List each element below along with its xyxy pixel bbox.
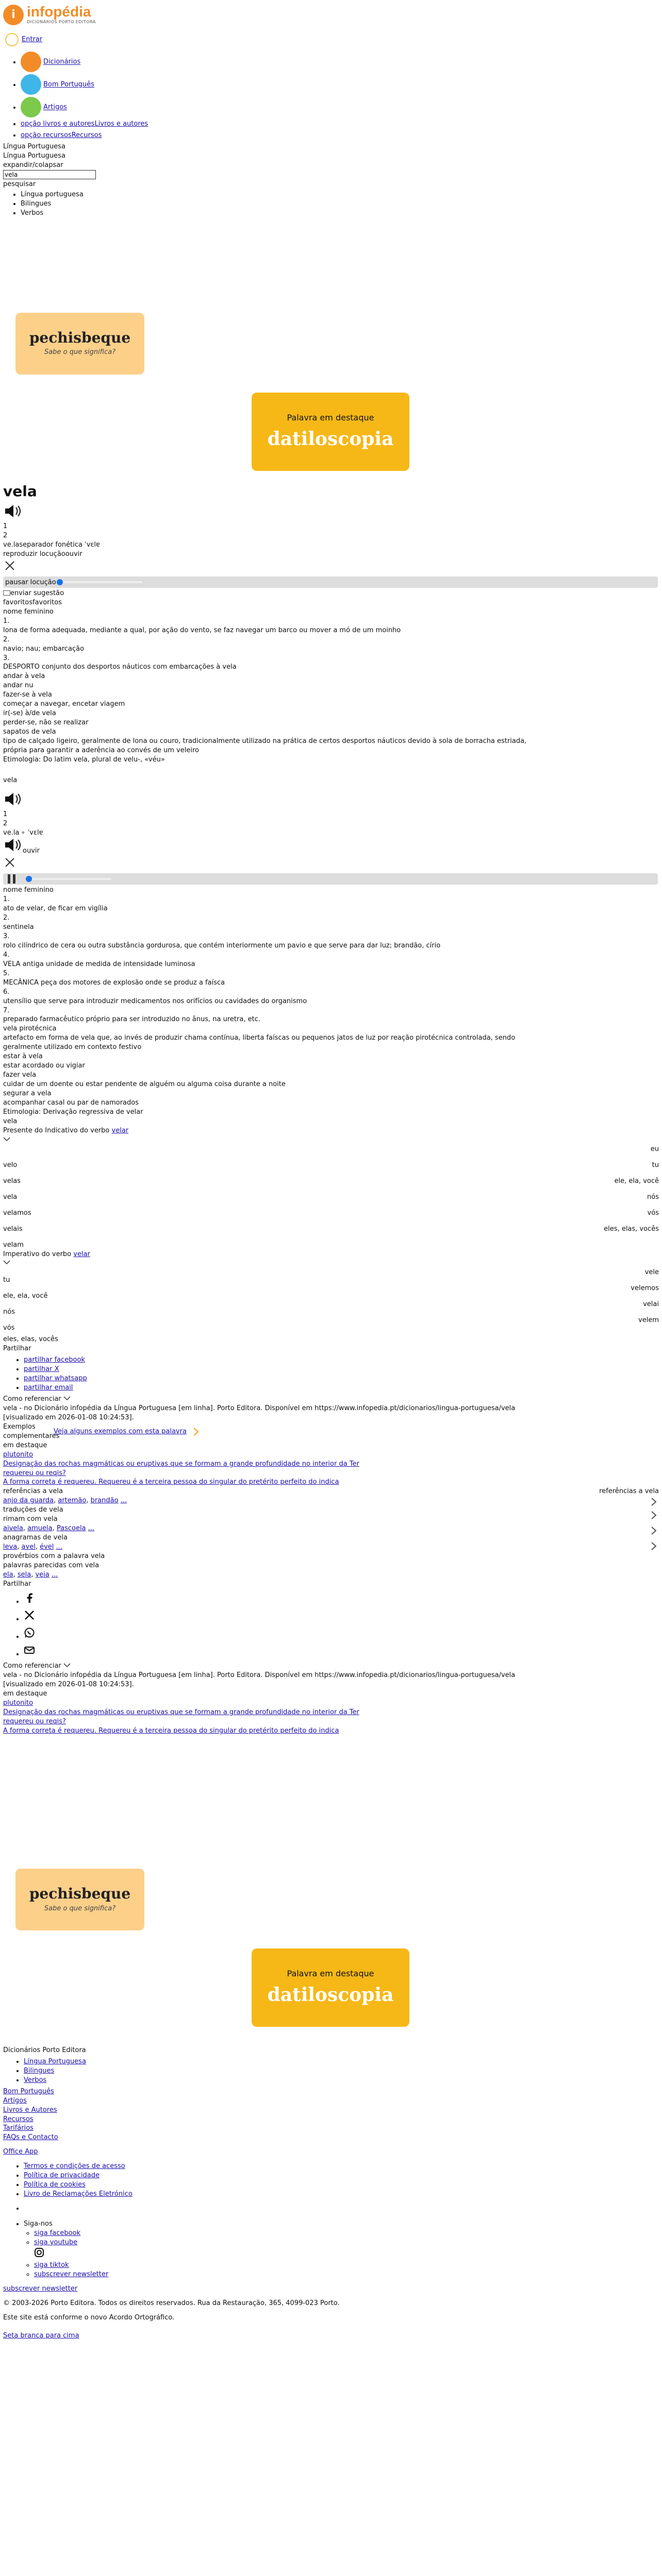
option-verbos[interactable]: • Verbos xyxy=(21,209,662,218)
rhymes-label: rimam com vela xyxy=(3,1515,58,1523)
featured-word-link[interactable]: plutonito xyxy=(3,1699,34,1707)
nav-item-artigos[interactable] xyxy=(21,97,662,117)
share-email-link[interactable]: partilhar email xyxy=(24,1384,73,1392)
nav-item-dicionarios[interactable] xyxy=(21,52,662,72)
instagram-icon[interactable] xyxy=(34,2247,44,2258)
play-line[interactable] xyxy=(3,550,659,559)
nav-link-label: Recursos xyxy=(71,131,102,139)
dictionary-selector xyxy=(0,142,662,189)
phrase: vela pirotécnica xyxy=(3,1025,57,1033)
back-to-top-link[interactable]: Seta branca para cima xyxy=(3,2332,79,2340)
nav-link[interactable]: Artigos xyxy=(43,103,67,111)
pechisbeque-subtitle: Sabe o que significa? xyxy=(44,1904,116,1912)
user-icon xyxy=(5,33,19,46)
definition: ato de velar, de ficar em vigília xyxy=(3,905,108,913)
phrase-meaning: perder-se, não se realizar xyxy=(3,719,89,727)
featured-kicker: Palavra em destaque xyxy=(287,1968,374,1978)
phrase-meaning: acompanhar casal ou par de namorados xyxy=(3,1098,139,1107)
phrase-meaning: começar a navegar, encetar viagem xyxy=(3,700,125,708)
definition: DESPORTO conjunto dos desportos náuticos com embarcações à vela xyxy=(3,663,237,671)
login-area[interactable] xyxy=(0,30,662,49)
share-list xyxy=(3,1355,659,1393)
rhyme-more[interactable]: ... xyxy=(88,1524,95,1533)
table-row xyxy=(3,1145,659,1161)
citation-date: [visualizado em 2026-01-08 10:24:53]. xyxy=(3,1413,134,1421)
imperative-table xyxy=(3,1268,659,1344)
footer-link[interactable]: Bilingues xyxy=(24,2066,55,2075)
footer xyxy=(0,2046,662,2341)
play-label[interactable]: ouvir xyxy=(65,550,82,558)
footer-social-list xyxy=(3,2204,659,2279)
legal-link[interactable]: Política de privacidade xyxy=(24,2172,100,2180)
audio-player[interactable] xyxy=(3,577,658,588)
pronoun: vós xyxy=(3,1324,15,1332)
infopedia-logo-icon: i xyxy=(3,5,24,25)
verb-link[interactable]: velar xyxy=(111,1126,129,1134)
progress-handle[interactable] xyxy=(57,579,63,585)
x-icon[interactable] xyxy=(24,1609,35,1621)
phonetic-line xyxy=(3,540,659,550)
table-row xyxy=(3,1193,659,1209)
bom-portugues-icon xyxy=(21,74,41,95)
pause-icon[interactable]: pausar locução xyxy=(5,578,56,586)
featured-kicker: Palavra em destaque xyxy=(287,412,374,422)
definition: preparado farmacêutico próprio para ser introduzido no ânus, na uretra, etc. xyxy=(3,1015,260,1024)
phrase: fazer-se à vela xyxy=(3,691,52,699)
broken-image-alt: opção recursos xyxy=(21,131,72,139)
legal-link[interactable]: Livro de Reclamações Eletrónico xyxy=(24,2190,133,2198)
expand-collapse-toggle[interactable]: expandir/colapsar xyxy=(3,161,63,169)
phrase: estar à vela xyxy=(3,1053,43,1061)
sense-number[interactable]: 1 xyxy=(3,810,8,818)
footer-link[interactable]: Recursos xyxy=(3,2115,34,2123)
references-label: referências a vela xyxy=(3,1487,63,1496)
broken-image-alt: opção livros e autores xyxy=(21,120,95,128)
phonetic: ˈvɛlɐ xyxy=(27,828,43,837)
cite-label[interactable]: Como referenciar xyxy=(3,1395,61,1403)
table-row xyxy=(3,1316,659,1332)
share-x-link[interactable]: partilhar X xyxy=(24,1365,59,1374)
favorites-line[interactable] xyxy=(3,598,659,607)
suggest-link[interactable]: enviar sugestão xyxy=(10,589,64,597)
pause-icon[interactable] xyxy=(5,873,19,885)
verb-link[interactable]: velar xyxy=(73,1250,90,1258)
play-line[interactable] xyxy=(3,837,659,856)
articles-icon xyxy=(21,97,41,117)
def-number: 3. xyxy=(3,654,10,662)
examples-link[interactable]: Veja alguns exemplos com esta palavra xyxy=(54,1427,187,1435)
footer-link[interactable]: Verbos xyxy=(24,2076,47,2084)
chevron-down-icon[interactable] xyxy=(63,1663,71,1668)
footer-legal-list xyxy=(3,2162,659,2199)
def-number: 2. xyxy=(3,914,10,922)
featured-word-card[interactable] xyxy=(252,393,409,471)
featured-word: datiloscopia xyxy=(267,1984,394,2006)
featured-link[interactable]: A forma correta é requereu. Requereu é a terceira pessoa do singular do pretérito perfeito do indica xyxy=(3,1478,339,1486)
email-icon[interactable] xyxy=(24,1645,35,1656)
references-links: anjo da guarda, artemão, brandão ... xyxy=(3,1497,127,1505)
definition: lona de forma adequada, mediante a qual, por ação do vento, se faz navegar um barco ou mover a mó de um moinho xyxy=(3,626,401,634)
pronoun: vós xyxy=(647,1209,659,1217)
chevron-down-icon[interactable] xyxy=(3,1260,10,1265)
share-section xyxy=(0,1344,662,1736)
imperative-header xyxy=(3,1250,659,1259)
definition: VELA antiga unidade de medida de intensidade luminosa xyxy=(3,960,195,968)
option-bilingues[interactable]: • Bilingues xyxy=(21,199,662,209)
featured-link[interactable]: requereu ou reqis? xyxy=(3,1469,66,1477)
references-image xyxy=(599,1487,659,1496)
anagram-link[interactable]: leva xyxy=(3,1543,18,1551)
reference-link[interactable]: artemão xyxy=(58,1497,87,1505)
table-row xyxy=(3,1209,659,1225)
phrase-meaning: própria para garantir a aderência ao convés de um veleiro xyxy=(3,746,199,754)
pechisbeque-card[interactable] xyxy=(15,313,144,375)
pechisbeque-subtitle: Sabe o que significa? xyxy=(44,348,116,357)
footer-link[interactable]: Tarifários xyxy=(3,2124,34,2132)
nav-item-recursos[interactable] xyxy=(21,131,662,140)
def-number: 2. xyxy=(3,635,10,643)
footer-dict-label: Dicionários Porto Editora xyxy=(3,2046,86,2054)
citation-text: vela - no Dicionário infopédia da Língua Portuguesa [em linha]. Porto Editora. Disponível em https://www.infopedia.pt/dicionarios/lingua-portuguesa/vela xyxy=(3,1671,516,1680)
share-icon-list xyxy=(3,1592,659,1659)
option-lingua-portuguesa[interactable]: • Língua portuguesa xyxy=(21,190,662,199)
def-number: 5. xyxy=(3,969,10,977)
similar-link[interactable]: sela xyxy=(17,1570,31,1579)
reference-link[interactable]: anjo da guarda xyxy=(3,1497,54,1505)
table-row xyxy=(3,1268,659,1284)
rhyme-link[interactable]: Pascoela xyxy=(56,1524,86,1533)
share-label: Partilhar xyxy=(3,1580,31,1588)
chevron-right-icon[interactable] xyxy=(649,1525,659,1536)
play-icon[interactable]: reproduzir locução xyxy=(3,550,65,558)
verb-form: velam xyxy=(3,1241,24,1249)
legal-link[interactable]: Termos e condições de acesso xyxy=(24,2162,125,2171)
conj-label: Presente do Indicativo do verbo xyxy=(3,1126,110,1134)
sense-number[interactable]: 2 xyxy=(3,532,8,540)
chevron-down-icon[interactable] xyxy=(63,1396,71,1401)
brand-subtitle: DICIONÁRIOS PORTO EDITORA xyxy=(27,20,96,25)
featured-link[interactable]: Designação das rochas magmáticas ou eruptivas que se formam a grande profundidade no interior da Ter xyxy=(3,1460,359,1468)
verb-form: velem xyxy=(638,1316,659,1325)
table-row xyxy=(3,1225,659,1241)
etymology: Etimologia: Do latim vela, plural de velu-, «véu» xyxy=(3,755,165,764)
syllables: ve.la xyxy=(3,541,20,549)
phonetic: ˈvɛlɐ xyxy=(85,541,100,549)
similar-link[interactable]: ela xyxy=(3,1570,13,1579)
pronoun: tu xyxy=(3,1276,10,1284)
featured-label: em destaque xyxy=(3,1690,47,1698)
speaker-icon[interactable] xyxy=(3,503,23,519)
reference-more[interactable]: ... xyxy=(120,1497,127,1505)
audio-progress[interactable] xyxy=(60,581,142,583)
table-row xyxy=(3,1300,659,1316)
def-number: 1. xyxy=(3,617,10,625)
verb-form: velai xyxy=(643,1300,659,1309)
cite-toggle[interactable] xyxy=(3,1662,659,1671)
phrase-meaning: artefacto em forma de vela que, ao invés de produzir chama contínua, liberta faíscas ou pequenos jatos de luz por reação pirotécnica controlada, sendo xyxy=(3,1034,516,1042)
option-recursos-link[interactable] xyxy=(21,131,102,139)
entry-1 xyxy=(0,482,662,765)
similar-link[interactable]: veia xyxy=(35,1570,49,1579)
separator-icon: separador fonética xyxy=(19,541,82,549)
nav-link-label: Livros e autores xyxy=(94,120,148,128)
share-facebook-link[interactable]: partilhar facebook xyxy=(24,1356,85,1364)
part-of-speech: nome feminino xyxy=(3,886,54,894)
verb-form: velemos xyxy=(631,1284,659,1293)
anagrams-label: anagramas de vela xyxy=(3,1534,68,1542)
footer-link[interactable]: Artigos xyxy=(3,2096,27,2105)
promo-area-bottom xyxy=(0,1869,662,2006)
entry-word: vela xyxy=(3,482,37,500)
similar-links: ela, sela, veia ... xyxy=(3,1570,58,1579)
orthography-note: Este site está conforme o novo Acordo Ortográfico. xyxy=(3,2313,175,2321)
share-whatsapp-link[interactable]: partilhar whatsapp xyxy=(24,1375,87,1383)
sense-number[interactable]: 1 xyxy=(3,522,8,531)
imper-label: Imperativo do verbo xyxy=(3,1250,72,1258)
examples-icon: Exemplos complementares xyxy=(3,1422,60,1440)
phrase-meaning: geralmente utilizado em contexto festivo xyxy=(3,1043,142,1052)
nav-link[interactable]: Bom Português xyxy=(43,80,94,89)
whatsapp-icon[interactable] xyxy=(24,1627,35,1638)
social-youtube-link[interactable]: siga youtube xyxy=(34,2238,78,2246)
footer-link[interactable]: Língua Portuguesa xyxy=(24,2057,86,2065)
pronoun: eu xyxy=(650,1145,659,1153)
phrase: fazer vela xyxy=(3,1071,37,1079)
pronoun: tu xyxy=(652,1161,659,1169)
login-link[interactable]: Entrar xyxy=(22,36,43,44)
pronoun: eles, elas, vocês xyxy=(3,1335,58,1344)
brand-logo[interactable] xyxy=(0,0,662,30)
promo-area xyxy=(0,313,662,450)
share-label: Partilhar xyxy=(3,1345,31,1353)
def-number: 7. xyxy=(3,1006,10,1014)
examples-row[interactable] xyxy=(3,1422,659,1441)
entry-word: vela xyxy=(3,776,18,784)
verb-form: velas xyxy=(3,1177,21,1185)
citation-text: vela - no Dicionário infopédia da Língua Portuguesa [em linha]. Porto Editora. Disponível em https://www.infopedia.pt/dicionarios/lingua-portuguesa/vela xyxy=(3,1404,516,1412)
definition: navio; nau; embarcação xyxy=(3,645,85,653)
verb-form: vela xyxy=(3,1193,18,1201)
speaker-icon[interactable] xyxy=(3,791,23,807)
progress-handle[interactable] xyxy=(26,876,32,882)
rhyme-link[interactable]: amuela xyxy=(27,1524,53,1533)
cite-toggle[interactable] xyxy=(3,1395,659,1404)
phrase: andar à vela xyxy=(3,672,45,681)
phrase-meaning: cuidar de um doente ou estar pendente de alguém ou alguma coisa durante a noite xyxy=(3,1080,286,1088)
similar-more[interactable]: ... xyxy=(51,1570,58,1579)
social-tiktok-link[interactable]: siga tiktok xyxy=(34,2261,69,2269)
chevron-right-icon[interactable] xyxy=(649,1510,659,1521)
separator-icon: ° xyxy=(21,831,25,839)
anagrams-links: leva, avel, ével ... xyxy=(3,1543,62,1551)
definition: MECÂNICA peça dos motores de explosão onde se produz a faísca xyxy=(3,978,225,987)
audio-player[interactable] xyxy=(3,873,658,885)
rhyme-link[interactable]: aivela xyxy=(3,1524,23,1533)
definition: rolo cilíndrico de cera ou outra substância gordurosa, que contém interiormente um pavio e que serve para dar luz; brandão, círio xyxy=(3,941,441,950)
table-row xyxy=(3,1284,659,1300)
phrase: ir(-se) à/de vela xyxy=(3,709,56,718)
conj-header xyxy=(3,1126,659,1136)
footer-link[interactable]: Livros e Autores xyxy=(3,2106,57,2114)
favorites-icon[interactable]: favoritos xyxy=(3,598,32,606)
featured-link[interactable]: requereu ou reqis? xyxy=(3,1718,66,1726)
similar-label: palavras parecidas com vela xyxy=(3,1561,100,1569)
definition: utensílio que serve para introduzir medicamentos nos orifícios ou cavidades do organismo xyxy=(3,997,307,1005)
featured-link[interactable]: Designação das rochas magmáticas ou eruptivas que se formam a grande profundidade no interior da Ter xyxy=(3,1708,359,1717)
table-row xyxy=(3,1177,659,1193)
pechisbeque-title: pechisbeque xyxy=(29,1885,131,1902)
option-livros-link[interactable] xyxy=(21,120,148,128)
references-icon: referências a vela xyxy=(599,1487,659,1496)
pronoun: ele, ela, você xyxy=(3,1292,48,1300)
phrase: sapatos de vela xyxy=(3,728,56,736)
present-table xyxy=(3,1145,659,1250)
audio-progress[interactable] xyxy=(29,878,111,880)
def-number: 6. xyxy=(3,988,10,996)
pronoun: eles, elas, vocês xyxy=(604,1225,659,1233)
table-row xyxy=(3,1161,659,1177)
brand-name: infopédia xyxy=(27,4,91,20)
anagram-link[interactable]: avel xyxy=(21,1543,36,1551)
mail-icon xyxy=(3,590,10,596)
part-of-speech: nome feminino xyxy=(3,607,54,616)
social-facebook-link[interactable]: siga facebook xyxy=(34,2229,81,2237)
phrase-meaning: andar nu xyxy=(3,682,34,690)
related-section xyxy=(3,1487,659,1579)
featured-word: datiloscopia xyxy=(267,428,394,450)
sense-number[interactable]: 2 xyxy=(3,819,8,827)
reference-link[interactable]: brandão xyxy=(90,1497,119,1505)
search-button[interactable]: pesquisar xyxy=(3,180,36,188)
chevron-down-icon[interactable] xyxy=(3,1137,10,1142)
play-label[interactable]: ouvir xyxy=(23,847,40,855)
nav-item-bom-portugues[interactable] xyxy=(21,74,662,95)
selector-current[interactable]: Língua Portuguesa xyxy=(3,142,65,150)
phrase-meaning: tipo de calçado ligeiro, geralmente de lona ou couro, tradicionalmente utilizado na prática de certos desportos náuticos devido à sola de borracha estriada, xyxy=(3,737,527,745)
phrase-meaning: estar acordado ou vigiar xyxy=(3,1062,85,1070)
footer-link[interactable]: FAQs e Contacto xyxy=(3,2133,58,2142)
dictionary-options xyxy=(0,190,662,218)
speaker-icon[interactable] xyxy=(3,837,23,853)
favorites-label[interactable]: favoritos xyxy=(32,598,62,606)
facebook-icon[interactable] xyxy=(24,1592,35,1603)
verb-form: velais xyxy=(3,1225,23,1233)
featured-label: em destaque xyxy=(3,1441,47,1449)
pronoun: nós xyxy=(3,1308,15,1316)
def-number: 1. xyxy=(3,895,10,904)
suggest-line[interactable] xyxy=(3,589,659,598)
nav-link[interactable]: Dicionários xyxy=(43,58,81,66)
etymology: Etimologia: Derivação regressiva de velar xyxy=(3,1108,143,1116)
selector-current-repeat: Língua Portuguesa xyxy=(3,151,65,160)
copyright: © 2003-2026 Porto Editora. Todos os direitos reservados. Rua da Restauração, 365, 4099-023 Porto. xyxy=(3,2299,340,2307)
cite-label[interactable]: Como referenciar xyxy=(3,1662,61,1670)
def-number: 4. xyxy=(3,951,10,959)
anagram-more[interactable]: ... xyxy=(56,1543,62,1551)
def-number: 3. xyxy=(3,933,10,940)
pechisbeque-title: pechisbeque xyxy=(29,329,131,346)
featured-link[interactable]: A forma correta é requereu. Requereu é a terceira pessoa do singular do pretérito perfeito do indica xyxy=(3,1727,339,1735)
main-nav xyxy=(0,52,662,140)
office-app-link[interactable]: Office App xyxy=(3,2148,38,2156)
entry-2 xyxy=(0,776,662,1345)
dictionary-icon xyxy=(21,52,41,72)
close-icon[interactable] xyxy=(3,559,16,572)
newsletter-link[interactable]: subscrever newsletter xyxy=(3,2284,78,2293)
anagram-link[interactable]: ével xyxy=(40,1543,54,1551)
phonetic-line xyxy=(3,828,659,838)
pronoun: ele, ela, você xyxy=(614,1177,659,1185)
verb-form: velamos xyxy=(3,1209,31,1217)
featured-word-link[interactable]: plutonito xyxy=(3,1450,34,1459)
proverbs-label[interactable]: provérbios com a palavra vela xyxy=(3,1552,105,1560)
citation-date: [visualizado em 2026-01-08 10:24:53]. xyxy=(3,1681,134,1689)
chevron-right-icon[interactable] xyxy=(649,1540,659,1552)
nav-item-livros[interactable] xyxy=(21,120,662,129)
featured-word-card[interactable] xyxy=(252,1948,409,2027)
phrase: segurar a vela xyxy=(3,1089,52,1097)
legal-link[interactable]: Política de cookies xyxy=(24,2181,86,2189)
close-icon[interactable] xyxy=(3,856,16,869)
verb-form: velo xyxy=(3,1161,18,1169)
social-newsletter-link[interactable]: subscrever newsletter xyxy=(34,2270,109,2278)
search-input[interactable] xyxy=(3,170,96,179)
footer-dict-list xyxy=(3,2057,659,2085)
rhymes-links: aivela, amuela, Pascoela ... xyxy=(3,1524,95,1533)
definition: sentinela xyxy=(3,923,34,931)
follow-label: Siga-nos xyxy=(24,2220,53,2228)
chevron-right-icon[interactable] xyxy=(191,1426,201,1437)
translations-label[interactable]: traduções de vela xyxy=(3,1506,63,1514)
syllables: ve.la xyxy=(3,828,20,837)
verb-lemma: vela xyxy=(3,1117,18,1125)
verb-form: vele xyxy=(644,1268,659,1277)
pechisbeque-card[interactable] xyxy=(15,1869,144,1930)
footer-link[interactable]: Bom Português xyxy=(3,2087,54,2095)
pronoun: nós xyxy=(647,1193,659,1201)
chevron-right-icon[interactable] xyxy=(649,1496,659,1507)
